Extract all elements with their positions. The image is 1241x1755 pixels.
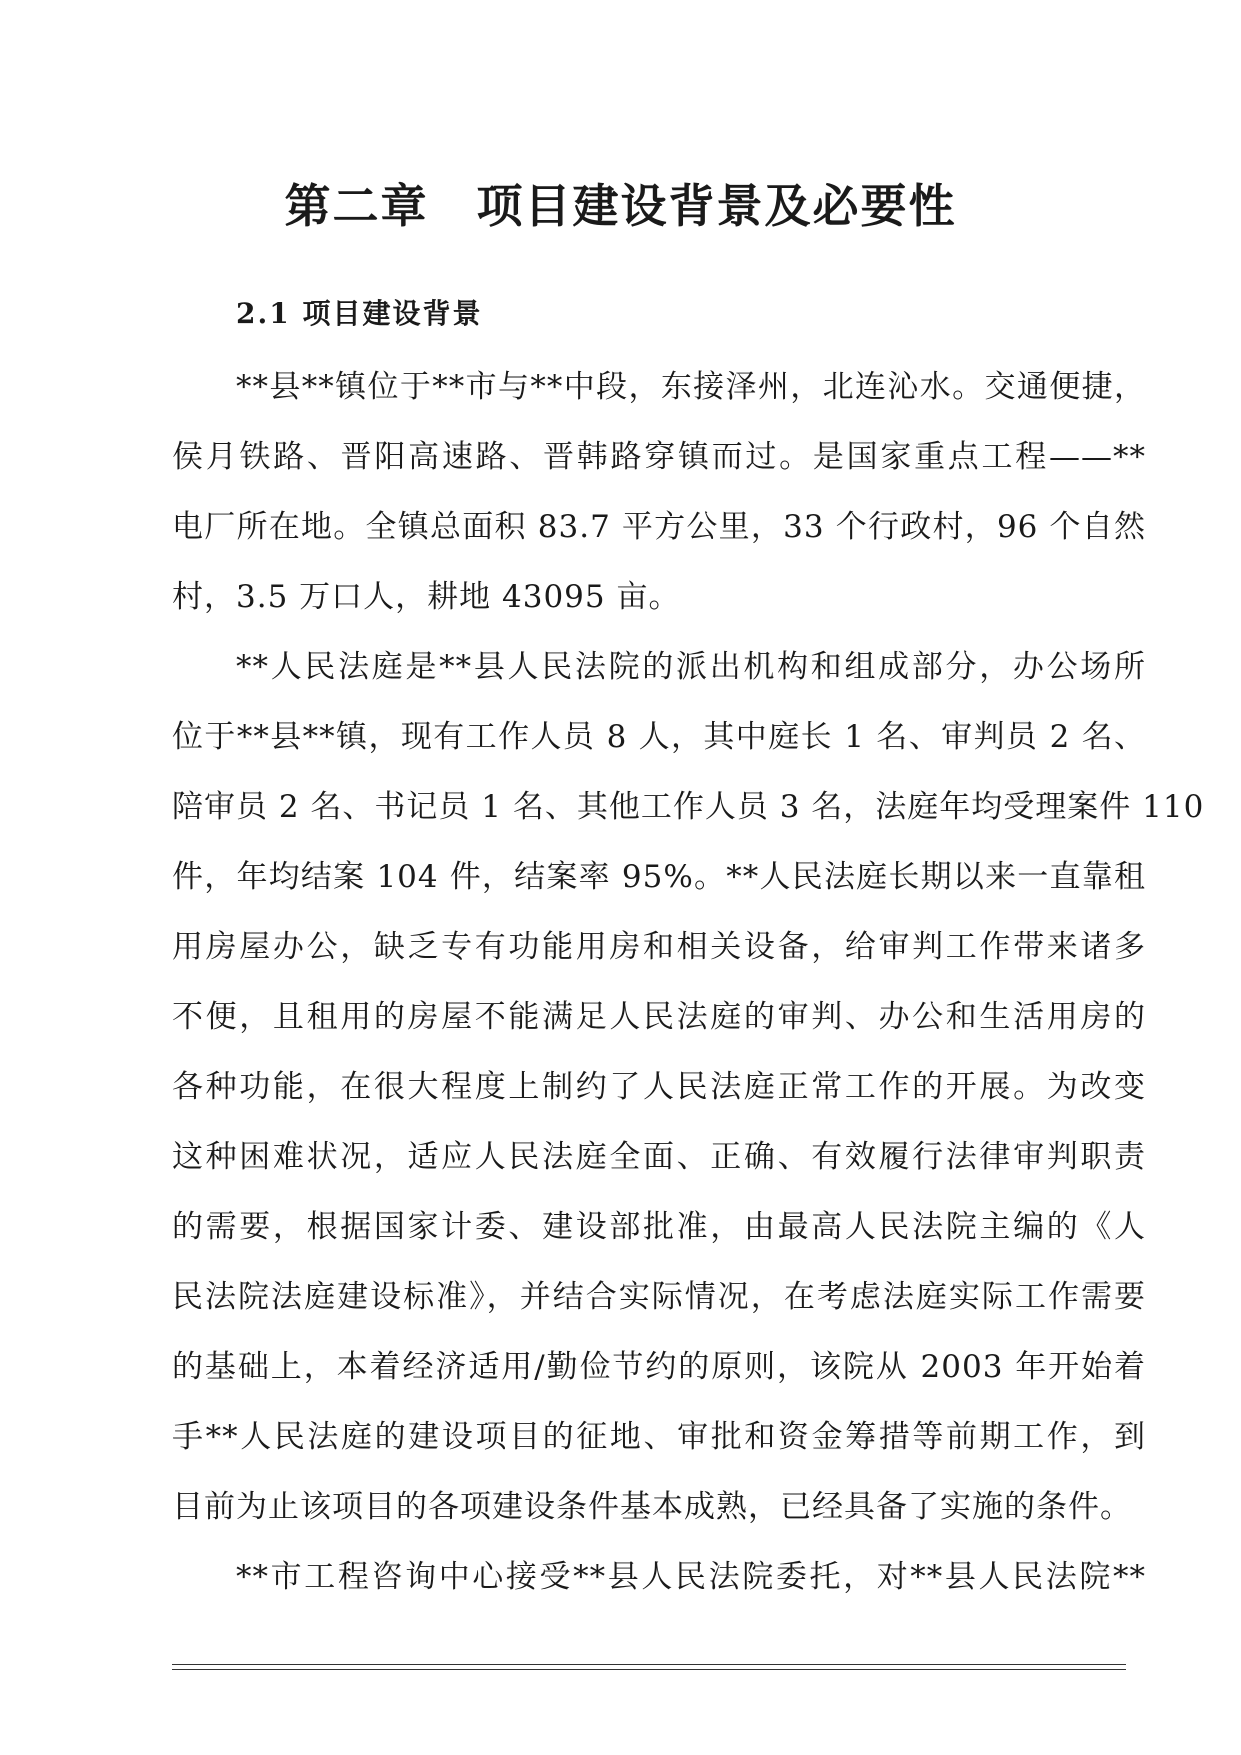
paragraph-line: **人民法庭是**县人民法院的派出机构和组成部分，办公场所 [236, 649, 1146, 685]
paragraph-line: 陪审员 2 名、书记员 1 名、其他工作人员 3 名，法庭年均受理案件 110 [172, 789, 1205, 825]
paragraph-line: 民法院法庭建设标准》，并结合实际情况，在考虑法庭实际工作需要 [172, 1279, 1146, 1315]
paragraph-line: 手**人民法庭的建设项目的征地、审批和资金筹措等前期工作，到 [172, 1419, 1146, 1455]
paragraph-line: 不便，且租用的房屋不能满足人民法庭的审判、办公和生活用房的 [172, 999, 1146, 1035]
paragraph-line: 各种功能，在很大程度上制约了人民法庭正常工作的开展。为改变 [172, 1069, 1146, 1105]
chapter-label: 第二章 [284, 179, 429, 233]
paragraph-line: 这种困难状况，适应人民法庭全面、正确、有效履行法律审判职责 [172, 1139, 1146, 1175]
paragraph-line: 电厂所在地。全镇总面积 83.7 平方公里，33 个行政村，96 个自然 [172, 509, 1146, 545]
paragraph-line: 村，3.5 万口人，耕地 43095 亩。 [172, 579, 681, 615]
section-heading: 2.1 项目建设背景 [236, 297, 483, 330]
body-text [172, 352, 1205, 1612]
paragraph-line: 件，年均结案 104 件，结案率 95%。**人民法庭长期以来一直靠租 [172, 859, 1146, 895]
paragraph-line: 侯月铁路、晋阳高速路、晋韩路穿镇而过。是国家重点工程——** [172, 439, 1146, 475]
paragraph-line: 的基础上，本着经济适用/勤俭节约的原则，该院从 2003 年开始着 [172, 1349, 1146, 1385]
footer-rule [172, 1664, 1126, 1670]
paragraph-line: **市工程咨询中心接受**县人民法院委托，对**县人民法院** [236, 1559, 1146, 1595]
paragraph-line: **县**镇位于**市与**中段，东接泽州，北连沁水。交通便捷， [236, 369, 1146, 405]
paragraph-line: 目前为止该项目的各项建设条件基本成熟，已经具备了实施的条件。 [172, 1489, 1132, 1525]
paragraph-line: 位于**县**镇，现有工作人员 8 人，其中庭长 1 名、审判员 2 名、 [172, 719, 1146, 755]
paragraph-line: 用房屋办公，缺乏专有功能用房和相关设备，给审判工作带来诸多 [172, 929, 1146, 965]
paragraph-line: 的需要，根据国家计委、建设部批准，由最高人民法院主编的《人 [172, 1209, 1146, 1245]
chapter-title [0, 170, 1241, 236]
chapter-title-text: 项目建设背景及必要性 [476, 179, 957, 233]
